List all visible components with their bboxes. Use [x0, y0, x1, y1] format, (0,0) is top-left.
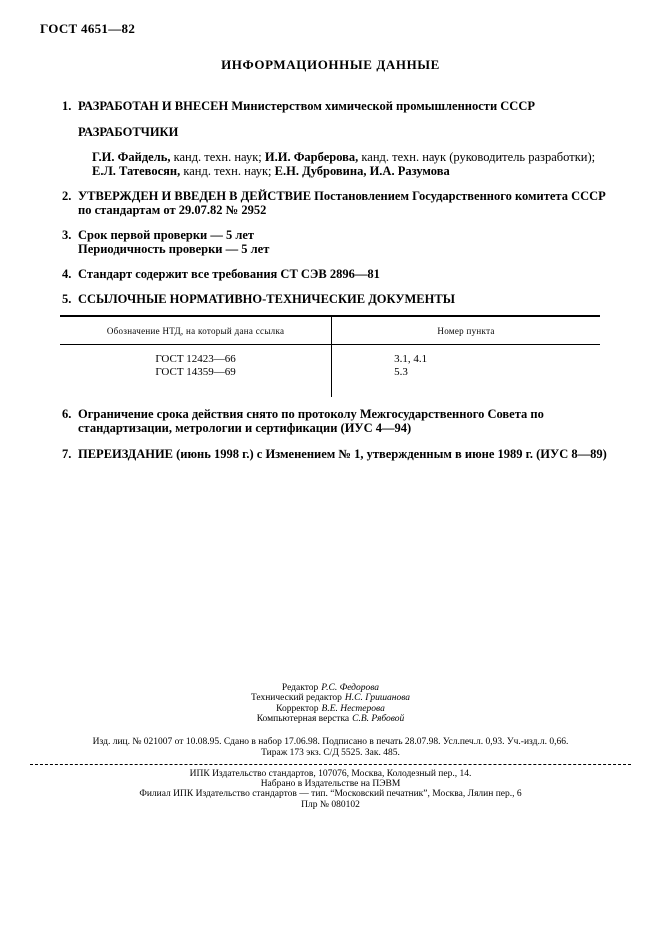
- developers-paragraph: Г.И. Файдель, канд. техн. наук; И.И. Фарберова, канд. техн. наук (руководитель разработки); Е.Л. Татевосян, канд. техн. наук; Е.Н. Дубровина, И.А. Разумова: [92, 150, 596, 178]
- table-cell: ГОСТ 12423—66: [155, 353, 236, 365]
- staff-block: [30, 683, 631, 725]
- table-cell: 5.3: [394, 366, 408, 378]
- table-header-clause: Номер пункта: [437, 326, 495, 336]
- developers-heading: РАЗРАБОТЧИКИ: [78, 125, 179, 139]
- info-item-3: [62, 228, 622, 256]
- table-cell: ГОСТ 14359—69: [155, 366, 236, 378]
- item-text: Стандарт содержит все требования СТ СЭВ 2896—81: [78, 267, 380, 281]
- item-number: 5.: [62, 292, 72, 306]
- info-item-6: [62, 407, 622, 435]
- table-column-clause: [332, 345, 600, 397]
- item-text: УТВЕРЖДЕН И ВВЕДЕН В ДЕЙСТВИЕ Постановлением Государственного комитета СССР по стандартам от 29.07.82 № 2952: [78, 189, 606, 217]
- staff-role: Технический редактор: [250, 693, 342, 704]
- item-3-line-2: Периодичность проверки — 5 лет: [78, 242, 270, 256]
- reference-table-header: [60, 317, 600, 345]
- staff-name: Р.С. Федорова: [321, 683, 380, 693]
- reference-table: [60, 315, 600, 397]
- info-item-2: [62, 189, 622, 217]
- staff-line: [30, 693, 631, 703]
- staff-line: [30, 704, 631, 714]
- publisher-line: Плр № 080102: [301, 799, 360, 810]
- staff-line: [30, 714, 631, 724]
- item-number: 6.: [62, 407, 72, 421]
- publisher-line: Набрано в Издательстве на ПЭВМ: [260, 779, 401, 790]
- staff-name: С.В. Рябовой: [352, 714, 405, 725]
- dashed-separator: [30, 764, 631, 765]
- info-item-5: [62, 292, 622, 306]
- staff-role: Корректор: [276, 703, 319, 714]
- reference-table-body: [60, 345, 600, 397]
- item-number: 7.: [62, 447, 72, 461]
- staff-role: Редактор: [281, 683, 319, 693]
- imprint-block: [30, 737, 631, 759]
- doc-code: ГОСТ 4651—82: [40, 21, 136, 36]
- item-text: ПЕРЕИЗДАНИЕ (июнь 1998 г.) с Изменением № 1, утвержденным в июне 1989 г. (ИУС 8—89): [78, 447, 607, 461]
- publisher-line: Филиал ИПК Издательство стандартов — тип. “Московский печатник”, Москва, Лялин пер., 6: [139, 789, 522, 800]
- item-number: 1.: [62, 99, 72, 113]
- imprint-line-2: Тираж 173 экз. С/Д 5525. Зак. 485.: [261, 747, 400, 758]
- imprint-line-1: Изд. лиц. № 021007 от 10.08.95. Сдано в набор 17.06.98. Подписано в печать 28.07.98. Усл.печ.л. 0,93. Уч.-изд.л. 0,66.: [92, 736, 569, 747]
- item-text: [78, 228, 622, 256]
- table-cell: 3.1, 4.1: [394, 353, 428, 365]
- staff-name: В.Е. Нестерова: [321, 703, 385, 714]
- main-content: [62, 99, 622, 472]
- info-item-4: [62, 267, 622, 281]
- colophon: [30, 683, 631, 810]
- item-text: Ограничение срока действия снято по протоколу Межгосударственного Совета по стандартизации, метрологии и сертификации (ИУС 4—94): [78, 407, 544, 435]
- publisher-block: [30, 769, 631, 811]
- staff-role: Компьютерная верстка: [256, 714, 350, 725]
- publisher-line: ИПК Издательство стандартов, 107076, Москва, Колодезный пер., 14.: [189, 768, 472, 779]
- item-number: 3.: [62, 228, 72, 242]
- table-header-ntd: Обозначение НТД, на который дана ссылка: [60, 317, 332, 344]
- page-title: ИНФОРМАЦИОННЫЕ ДАННЫЕ: [221, 57, 440, 72]
- item-number: 2.: [62, 189, 72, 203]
- staff-name: Н.С. Гришанова: [344, 693, 411, 704]
- table-column-ntd: [60, 345, 332, 397]
- item-number: 4.: [62, 267, 72, 281]
- item-text: РАЗРАБОТАН И ВНЕСЕН Министерством химической промышленности СССР: [78, 99, 535, 113]
- item-text: ССЫЛОЧНЫЕ НОРМАТИВНО-ТЕХНИЧЕСКИЕ ДОКУМЕНТЫ: [78, 292, 455, 306]
- info-item-1: [62, 99, 622, 113]
- info-item-7: [62, 447, 622, 461]
- staff-line: [30, 683, 631, 693]
- item-3-line-1: Срок первой проверки — 5 лет: [78, 228, 255, 242]
